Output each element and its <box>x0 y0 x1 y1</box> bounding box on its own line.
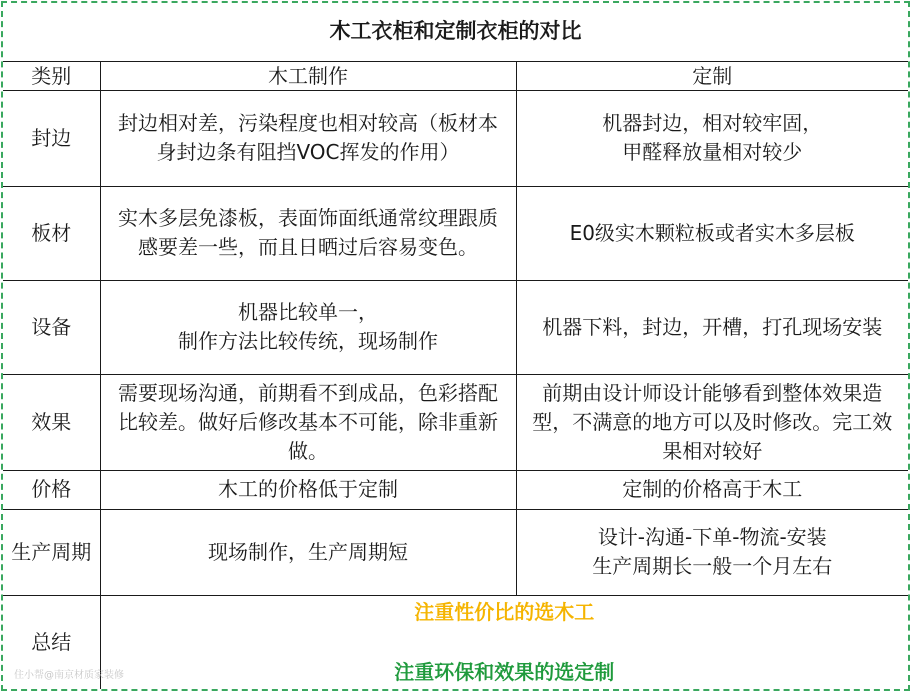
row-carpentry: 封边相对差，污染程度也相对较高（板材本身封边条有阻挡VOC挥发的作用） <box>100 90 516 186</box>
table-row <box>3 509 908 595</box>
row-carpentry: 木工的价格低于定制 <box>100 470 516 509</box>
row-category: 封边 <box>3 90 100 186</box>
summary-line-custom: 注重环保和效果的选定制 <box>394 660 615 685</box>
header-row <box>3 61 908 90</box>
row-carpentry: 机器比较单一， 制作方法比较传统，现场制作 <box>100 280 516 374</box>
header-category: 类别 <box>3 61 100 90</box>
row-category: 设备 <box>3 280 100 374</box>
row-carpentry: 需要现场沟通，前期看不到成品，色彩搭配比较差。做好后修改基本不可能，除非重新做。 <box>100 374 516 470</box>
row-custom: 机器封边，相对较牢固， 甲醛释放量相对较少 <box>516 90 908 186</box>
summary-category: 总结 <box>3 595 100 689</box>
row-carpentry: 实木多层免漆板，表面饰面纸通常纹理跟质感要差一些，而且日晒过后容易变色。 <box>100 186 516 280</box>
row-custom: E0级实木颗粒板或者实木多层板 <box>516 186 908 280</box>
row-custom: 机器下料，封边，开槽，打孔现场安装 <box>516 280 908 374</box>
header-carpentry: 木工制作 <box>100 61 516 90</box>
watermark: 住小帮@南京材质家装修 <box>14 670 124 681</box>
header-custom: 定制 <box>516 61 908 90</box>
summary-line-carpentry: 注重性价比的选木工 <box>414 600 595 625</box>
table-row <box>3 186 908 280</box>
table-row <box>3 90 908 186</box>
row-category: 生产周期 <box>3 509 100 595</box>
comparison-table <box>3 3 908 689</box>
row-category: 价格 <box>3 470 100 509</box>
row-carpentry: 现场制作，生产周期短 <box>100 509 516 595</box>
row-custom: 定制的价格高于木工 <box>516 470 908 509</box>
table-row <box>3 470 908 509</box>
summary-row <box>3 595 908 689</box>
table-row <box>3 374 908 470</box>
summary-cell <box>100 595 908 689</box>
row-custom: 设计-沟通-下单-物流-安装 生产周期长一般一个月左右 <box>516 509 908 595</box>
row-custom: 前期由设计师设计能够看到整体效果造型，不满意的地方可以及时修改。完工效果相对较好 <box>516 374 908 470</box>
table-title: 木工衣柜和定制衣柜的对比 <box>3 3 908 61</box>
table-row <box>3 280 908 374</box>
title-row <box>3 3 908 61</box>
row-category: 效果 <box>3 374 100 470</box>
row-category: 板材 <box>3 186 100 280</box>
